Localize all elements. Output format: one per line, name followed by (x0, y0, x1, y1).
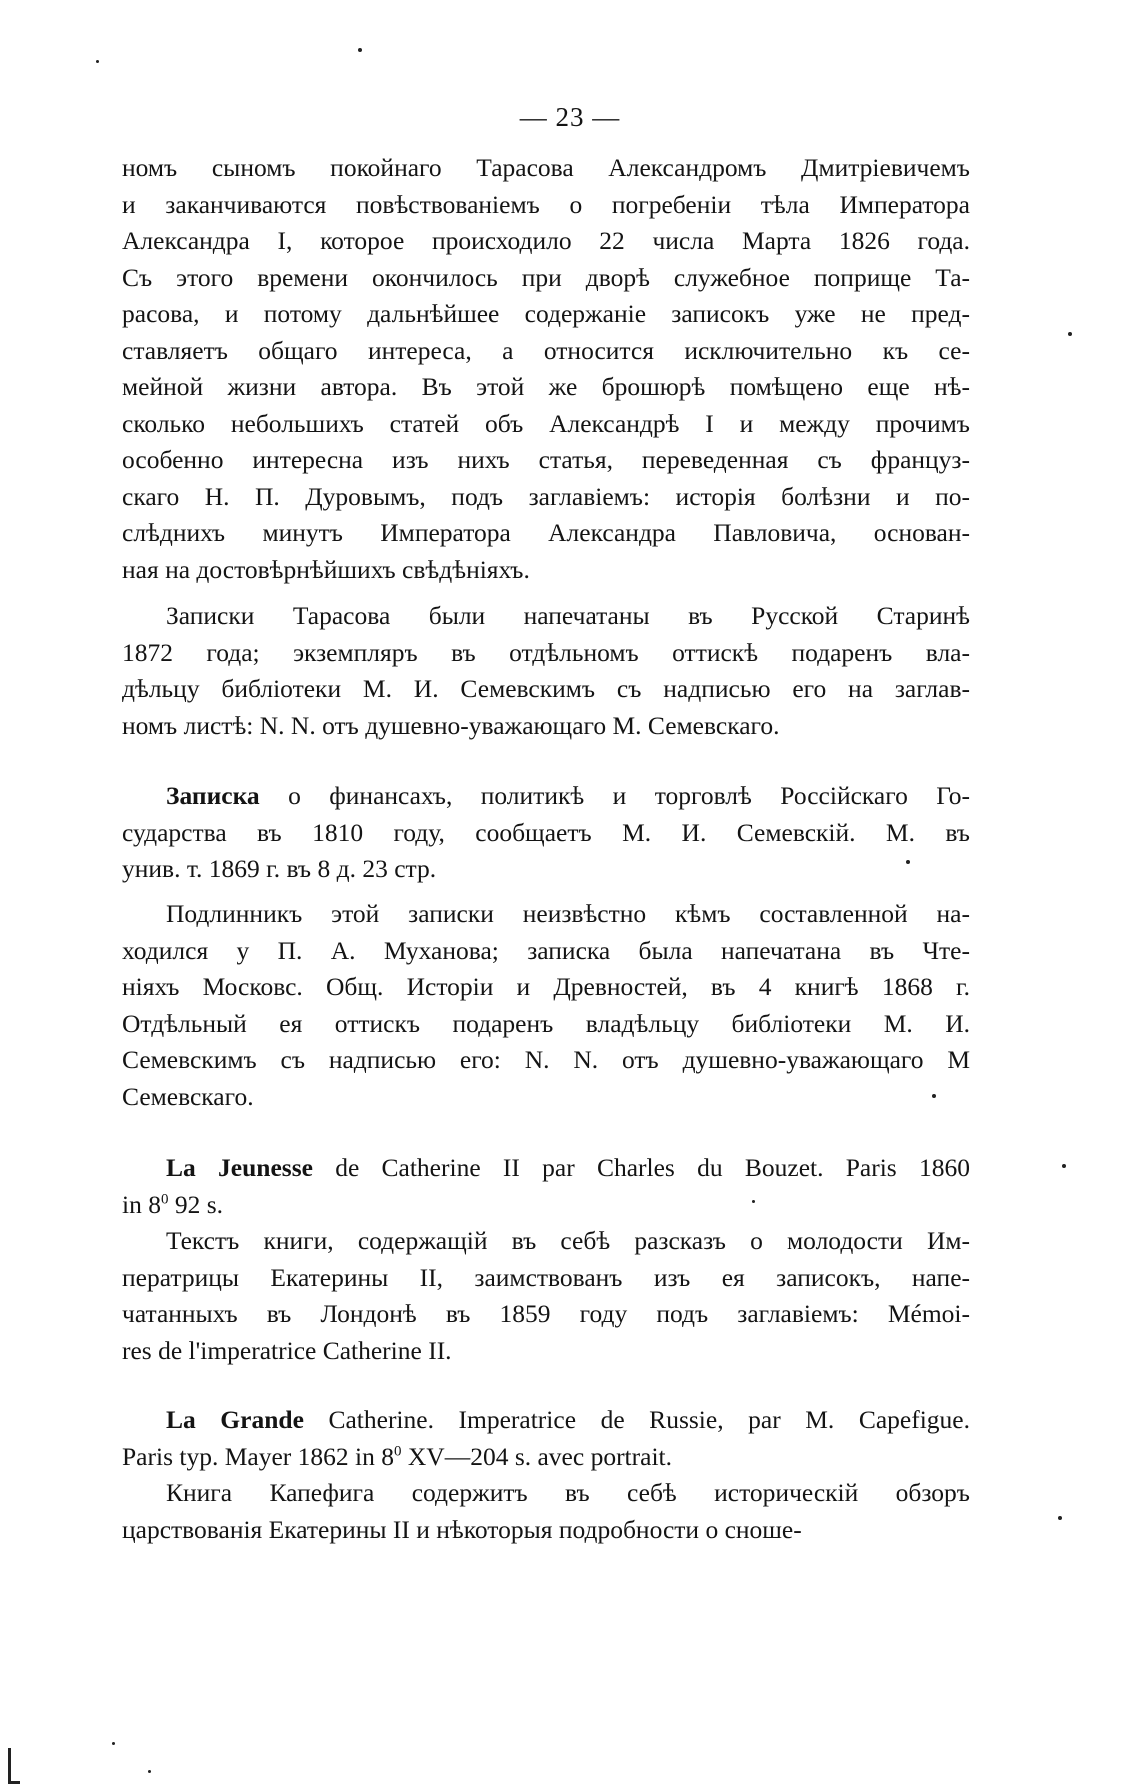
text-line: La Jeunesse de Catherine II par Charles du Bouzet. Paris 1860 (166, 1153, 970, 1182)
entry-title-word: Записка (166, 781, 260, 810)
text-line: чатанныхъ въ Лондонѣ въ 1859 году подъ заглавіемъ: Mémoi- (122, 1299, 970, 1328)
text-line: ніяхъ Московс. Общ. Исторіи и Древностей, въ 4 книгѣ 1868 г. (122, 972, 970, 1001)
scan-speck (1062, 1164, 1066, 1168)
text-line: номъ листѣ: N. N. отъ душевно-уважающаго М. Семевскаго. (122, 710, 780, 740)
scan-speck (358, 48, 362, 52)
scan-speck (112, 1742, 115, 1745)
paragraph-tarasov-notes (122, 598, 970, 744)
scan-speck (148, 1770, 151, 1773)
text-line: Подлинникъ этой записки неизвѣстно кѣмъ составленной на- (166, 899, 970, 928)
text-line: ходился у П. А. Муханова; записка была напечатана въ Чте- (122, 935, 970, 965)
text-line: Записка о финансахъ, политикѣ и торговлѣ Россійскаго Го- (166, 781, 970, 810)
entry-zapiska-body (122, 896, 970, 1115)
text-line: Paris typ. Mayer 1862 in $8^0$ XV—204 s. avec portrait. (122, 1441, 672, 1471)
entry-grande-body (122, 1475, 970, 1548)
text-line: La Grande Catherine. Imperatrice de Russie, par M. Capefigue. (166, 1405, 970, 1434)
scan-edge-mark (8, 1781, 20, 1784)
text-line: сколько небольшихъ статей объ Александрѣ I и между прочимъ (122, 408, 970, 438)
text-line: Семевскимъ съ надписью его: N. N. отъ душевно-уважающаго М (122, 1045, 970, 1074)
text-line: мейной жизни автора. Въ этой же брошюрѣ помѣщено еще нѣ- (122, 372, 970, 401)
text-line: Съ этого времени окончилось при дворѣ служебное поприще Та- (122, 262, 970, 292)
scan-speck (932, 1094, 936, 1098)
scan-speck (1068, 332, 1072, 336)
scan-speck (906, 860, 910, 864)
entry-grande-heading (122, 1402, 970, 1475)
scan-speck (752, 1200, 755, 1203)
text-line: ставляетъ общаго интереса, а относится исключительно къ се- (122, 335, 970, 365)
text-line: Записки Тарасова были напечатаны въ Русской Старинѣ (166, 601, 970, 630)
page-number: — 23 — (519, 102, 621, 132)
scan-edge-mark (8, 1748, 11, 1784)
text-line: скаго Н. П. Дуровымъ, подъ заглавіемъ: исторія болѣзни и по- (122, 481, 970, 511)
text-line: ператрицы Екатерины II, заимствованъ изъ ея записокъ, напе- (122, 1262, 970, 1292)
scan-speck (96, 60, 99, 63)
text-line: особенно интересна изъ нихъ статья, переведенная съ француз- (122, 445, 970, 474)
text-line: номъ сыномъ покойнаго Тарасова Александромъ Дмитріевичемъ (122, 153, 970, 182)
entry-zapiska-heading (122, 778, 970, 888)
text-line: Текстъ книги, содержащій въ себѣ разсказъ о молодости Им- (166, 1226, 970, 1255)
text-line: res de l'imperatrice Catherine II. (122, 1335, 452, 1365)
text-line: Александра I, которое происходило 22 числа Марта 1826 года. (122, 226, 970, 255)
text-line: дѣльцу библіотеки М. И. Семевскимъ съ надписью его на заглав- (122, 674, 970, 703)
entry-title-word: La Jeunesse (166, 1153, 313, 1182)
scan-speck (1058, 1516, 1062, 1520)
paragraph-continuation (122, 150, 970, 588)
text-line: расова, и потому дальнѣйшее содержаніе записокъ уже не пред- (122, 299, 970, 328)
text-line: ная на достовѣрнѣйшихъ свѣдѣніяхъ. (122, 554, 530, 584)
text-line: in $8^0$ 92 s. (122, 1189, 224, 1219)
entry-jeunesse-heading (122, 1150, 970, 1223)
entry-jeunesse-body (122, 1223, 970, 1369)
text-line: унив. т. 1869 г. въ 8 д. 23 стр. (122, 854, 437, 883)
text-line: 1872 года; экземпляръ въ отдѣльномъ оттискѣ подаренъ вла- (122, 637, 970, 667)
text-line: царствованія Екатерины II и нѣкоторыя подробности о сноше- (122, 1514, 802, 1544)
entry-title-word: La Grande (166, 1405, 304, 1434)
text-line: и заканчиваются повѣствованіемъ о погребеніи тѣла Императора (122, 189, 970, 219)
text-line: слѣднихъ минутъ Императора Александра Павловича, основан- (122, 518, 970, 547)
text-line: Отдѣльный ея оттискъ подаренъ владѣльцу библіотеки М. И. (122, 1008, 970, 1038)
text-line: сударства въ 1810 году, сообщаетъ М. И. Семевскій. М. въ (122, 817, 970, 847)
text-line: Семевскаго. (122, 1081, 254, 1111)
text-line: Книга Капефига содержитъ въ себѣ историческій обзоръ (166, 1478, 970, 1507)
